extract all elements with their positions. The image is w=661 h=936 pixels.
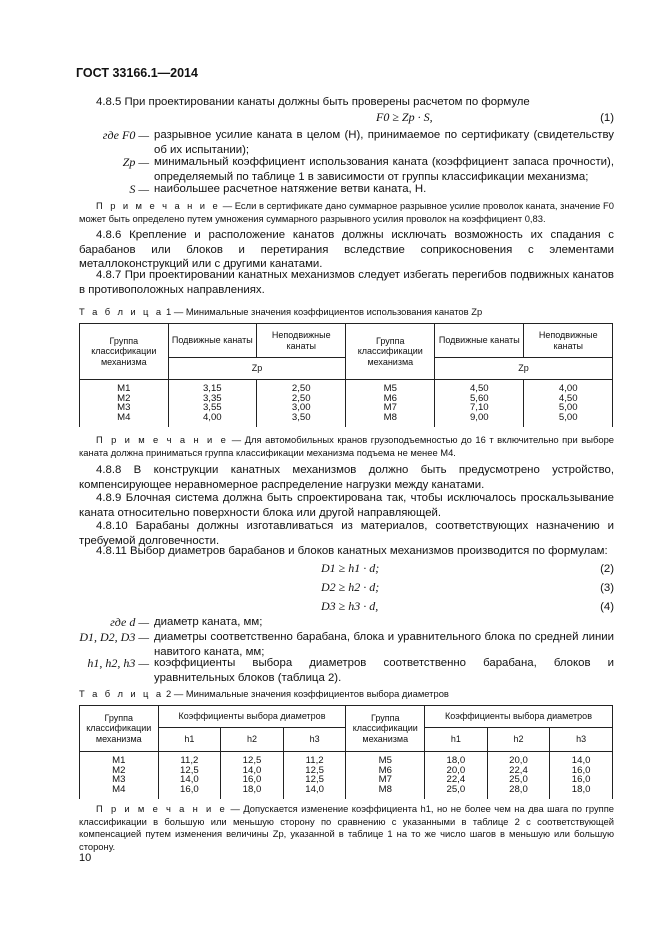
table-cell: 4,00: [202, 411, 222, 423]
header-h3: h3: [550, 728, 613, 752]
header-h1: h1: [158, 728, 221, 752]
where-text: разрывное усилие каната в целом (Н), принимаемое по сертификату (свидетельству об их испытании);: [154, 129, 614, 156]
header-fixed: Неподвижные канаты: [524, 324, 613, 358]
table-cell: 20,0: [446, 764, 466, 776]
table-cell: 12,5: [305, 764, 324, 776]
note-label: П р и м е ч а н и е: [96, 434, 229, 445]
table-1-caption: [79, 306, 482, 317]
table-cell: 3,15: [202, 383, 222, 395]
table-cell: 22,4: [446, 774, 466, 786]
where-text: коэффициенты выбора диаметров соответственно барабана, блоков и уравнительных блоков (таблица 2).: [154, 657, 614, 684]
col-h3-right: [550, 752, 613, 799]
formula-2: D1 ≥ h1 · d;: [321, 561, 380, 575]
where-text: диаметр каната, мм;: [154, 616, 263, 628]
page-number: 10: [79, 852, 92, 864]
col-h2-right: [487, 752, 550, 799]
formula-3: D2 ≥ h2 · d;: [321, 580, 380, 594]
col-group-left: [80, 380, 169, 427]
table-cell: М7: [383, 402, 397, 414]
header-h3: h3: [283, 728, 346, 752]
table-cell: М6: [378, 764, 392, 776]
where-key: Zp —: [122, 155, 149, 169]
table-cell: 11,2: [180, 755, 199, 767]
table-cell: 14,0: [242, 764, 262, 776]
header-h2: h2: [487, 728, 550, 752]
note-label: П р и м е ч а н и е: [96, 803, 228, 814]
col-group-right: [346, 380, 435, 427]
paragraph-4-8-5: 4.8.5 При проектировании канаты должны быть проверены расчетом по формуле: [96, 96, 530, 108]
note-text: — Если в сертификате дано суммарное разрывное усилие проволок каната, значение F0 может быть определено путем умножения суммарного разрывного усилия проволок на коэффициент 0,83.: [79, 200, 614, 224]
table-cell: М4: [117, 411, 131, 423]
header-h2: h2: [221, 728, 284, 752]
col-h2-left: [221, 752, 284, 799]
where-key: где F0 —: [102, 128, 149, 142]
table-cell: М5: [378, 755, 392, 767]
col-h3-left: [283, 752, 346, 799]
header-coefficients: Коэффициенты выбора диаметров: [425, 706, 613, 728]
table-cell: 7,10: [469, 402, 489, 414]
where-text: минимальный коэффициент использования каната (коэффициент запаса прочности), определяемый по таблице 1 в зависимости от группы классификации механизма;: [154, 156, 614, 183]
col-h1-left: [158, 752, 221, 799]
table-cell: 25,0: [446, 783, 466, 795]
table-cell: 3,50: [291, 411, 311, 423]
table-cell: М5: [383, 383, 397, 395]
table-cell: 18,0: [571, 783, 591, 795]
header-movable: Подвижные канаты: [168, 324, 256, 358]
col-group-left: [80, 752, 159, 799]
table-cell: 2,50: [291, 383, 311, 395]
table-cell: 3,55: [202, 402, 222, 414]
table-cell: М2: [117, 392, 131, 404]
table-cell: 22,4: [509, 764, 528, 776]
table-cell: 3,00: [291, 402, 311, 414]
table-cell: 3,35: [202, 392, 222, 404]
table-cell: 4,50: [558, 392, 578, 404]
table-2: [79, 705, 613, 799]
formula-4: D3 ≥ h3 · d,: [321, 599, 379, 613]
where-list-2: [79, 615, 614, 685]
caption-label: Т а б л и ц а: [79, 688, 164, 699]
col-fixed-right: [524, 380, 613, 427]
formula-1: F0 ≥ Zp · S,: [376, 110, 433, 124]
where-key: где d —: [110, 615, 149, 629]
table-2-caption: [79, 688, 449, 699]
note-3: [79, 803, 614, 853]
table-cell: 12,5: [305, 774, 324, 786]
table-cell: 5,60: [469, 392, 489, 404]
paragraph-4-8-9: 4.8.9 Блочная система должна быть спроектирована так, чтобы исключалось проскальзывание каната относительно поверхности блока или другой направляющей.: [79, 492, 614, 519]
col-group-right: [346, 752, 425, 799]
paragraph-4-8-8: 4.8.8 В конструкции канатных механизмов должно быть предусмотрено устройство, компенсирующее неравномерное распределение нагрузки между канатами.: [79, 464, 614, 491]
header-zp: Zp: [435, 358, 613, 380]
where-key: S —: [129, 182, 149, 196]
table-cell: 4,50: [469, 383, 489, 395]
where-key: h1, h2, h3 —: [87, 656, 149, 670]
table-cell: 4,00: [558, 383, 578, 395]
table-cell: 25,0: [509, 774, 528, 786]
paragraph-4-8-6: 4.8.6 Крепление и расположение канатов должны исключать возможность их спадания с барабанов или блоков и перетирания вследствие соприкосновения с элементами металлоконструкций или с другими канатами.: [79, 229, 614, 270]
table-cell: М7: [378, 774, 392, 786]
header-group: Группа классификации механизма: [80, 324, 169, 380]
note-1: [79, 200, 614, 225]
where-list-1: [79, 128, 614, 196]
col-movable-left: [168, 380, 256, 427]
table-cell: 20,0: [509, 755, 528, 767]
header-zp: Zp: [168, 358, 346, 380]
formula-3-number: (3): [600, 582, 614, 594]
table-cell: 16,0: [571, 764, 591, 776]
header-h1: h1: [425, 728, 488, 752]
header-group: Группа классификации механизма: [346, 324, 435, 380]
table-cell: М3: [112, 774, 126, 786]
table-cell: М8: [383, 411, 397, 423]
paragraph-4-8-7: 4.8.7 При проектировании канатных механизмов следует избегать перегибов подвижных канатов в противоположных направлениях.: [79, 269, 614, 296]
table-cell: М1: [117, 383, 131, 395]
table-cell: М8: [378, 783, 392, 795]
table-cell: 16,0: [180, 783, 199, 795]
header-group: Группа классификации механизма: [346, 706, 425, 752]
col-movable-right: [435, 380, 524, 427]
table-cell: 5,00: [558, 411, 578, 423]
table-1: [79, 323, 613, 427]
col-fixed-left: [256, 380, 346, 427]
header-group: Группа классификации механизма: [80, 706, 159, 752]
table-cell: 16,0: [242, 774, 262, 786]
table-cell: 12,5: [180, 764, 199, 776]
note-label: П р и м е ч а н и е: [96, 200, 221, 211]
table-cell: М4: [112, 783, 126, 795]
note-2: [79, 434, 614, 459]
where-text: диаметры соответственно барабана, блока и уравнительного блока по средней линии навитого каната, мм;: [154, 631, 614, 658]
table-cell: М2: [112, 764, 126, 776]
col-h1-right: [425, 752, 488, 799]
header-coefficients: Коэффициенты выбора диаметров: [158, 706, 346, 728]
where-text: наибольшее расчетное натяжение ветви каната, Н.: [154, 183, 427, 195]
note-text: — Для автомобильных кранов грузоподъемностью до 16 т включительно при выборе каната должна приниматься группа классификации механизма подъема не менее М4.: [79, 434, 614, 458]
table-cell: 2,50: [291, 392, 311, 404]
table-cell: 28,0: [509, 783, 528, 795]
table-cell: 14,0: [571, 755, 591, 767]
header-movable: Подвижные канаты: [435, 324, 524, 358]
table-cell: 12,5: [242, 755, 262, 767]
paragraph-4-8-11: 4.8.11 Выбор диаметров барабанов и блоков канатных механизмов производится по формулам:: [96, 545, 608, 557]
formula-1-number: (1): [600, 112, 614, 124]
caption-text: 2 — Минимальные значения коэффициентов выбора диаметров: [166, 688, 449, 699]
header-fixed: Неподвижные канаты: [256, 324, 346, 358]
where-key: D1, D2, D3 —: [79, 630, 149, 644]
table-cell: 18,0: [242, 783, 262, 795]
table-cell: 5,00: [558, 402, 578, 414]
table-cell: М6: [383, 392, 397, 404]
table-cell: 9,00: [469, 411, 489, 423]
table-cell: 14,0: [305, 783, 324, 795]
table-cell: М1: [112, 755, 126, 767]
document-header: ГОСТ 33166.1—2014: [76, 66, 198, 80]
paragraph-4-8-10: 4.8.10 Барабаны должны изготавливаться из материалов, соответствующих назначению и требуемой долговечности.: [79, 520, 614, 547]
caption-label: Т а б л и ц а: [79, 306, 164, 317]
note-text: — Допускается изменение коэффициента h1, но не более чем на два шага по группе классификации в большую или меньшую сторону по сравнению с указанными в таблице 2 с соответствующей компенсацией путем изменения величины Zp, указанной в таблице 1 на то же число шагов в меньшую или большую сторону.: [79, 803, 614, 852]
table-cell: 18,0: [446, 755, 466, 767]
table-cell: 11,2: [305, 755, 324, 767]
table-cell: 14,0: [180, 774, 199, 786]
caption-text: 1 — Минимальные значения коэффициентов использования канатов Zp: [166, 306, 483, 317]
table-cell: 16,0: [571, 774, 591, 786]
formula-2-number: (2): [600, 563, 614, 575]
formula-4-number: (4): [600, 601, 614, 613]
table-cell: М3: [117, 402, 131, 414]
